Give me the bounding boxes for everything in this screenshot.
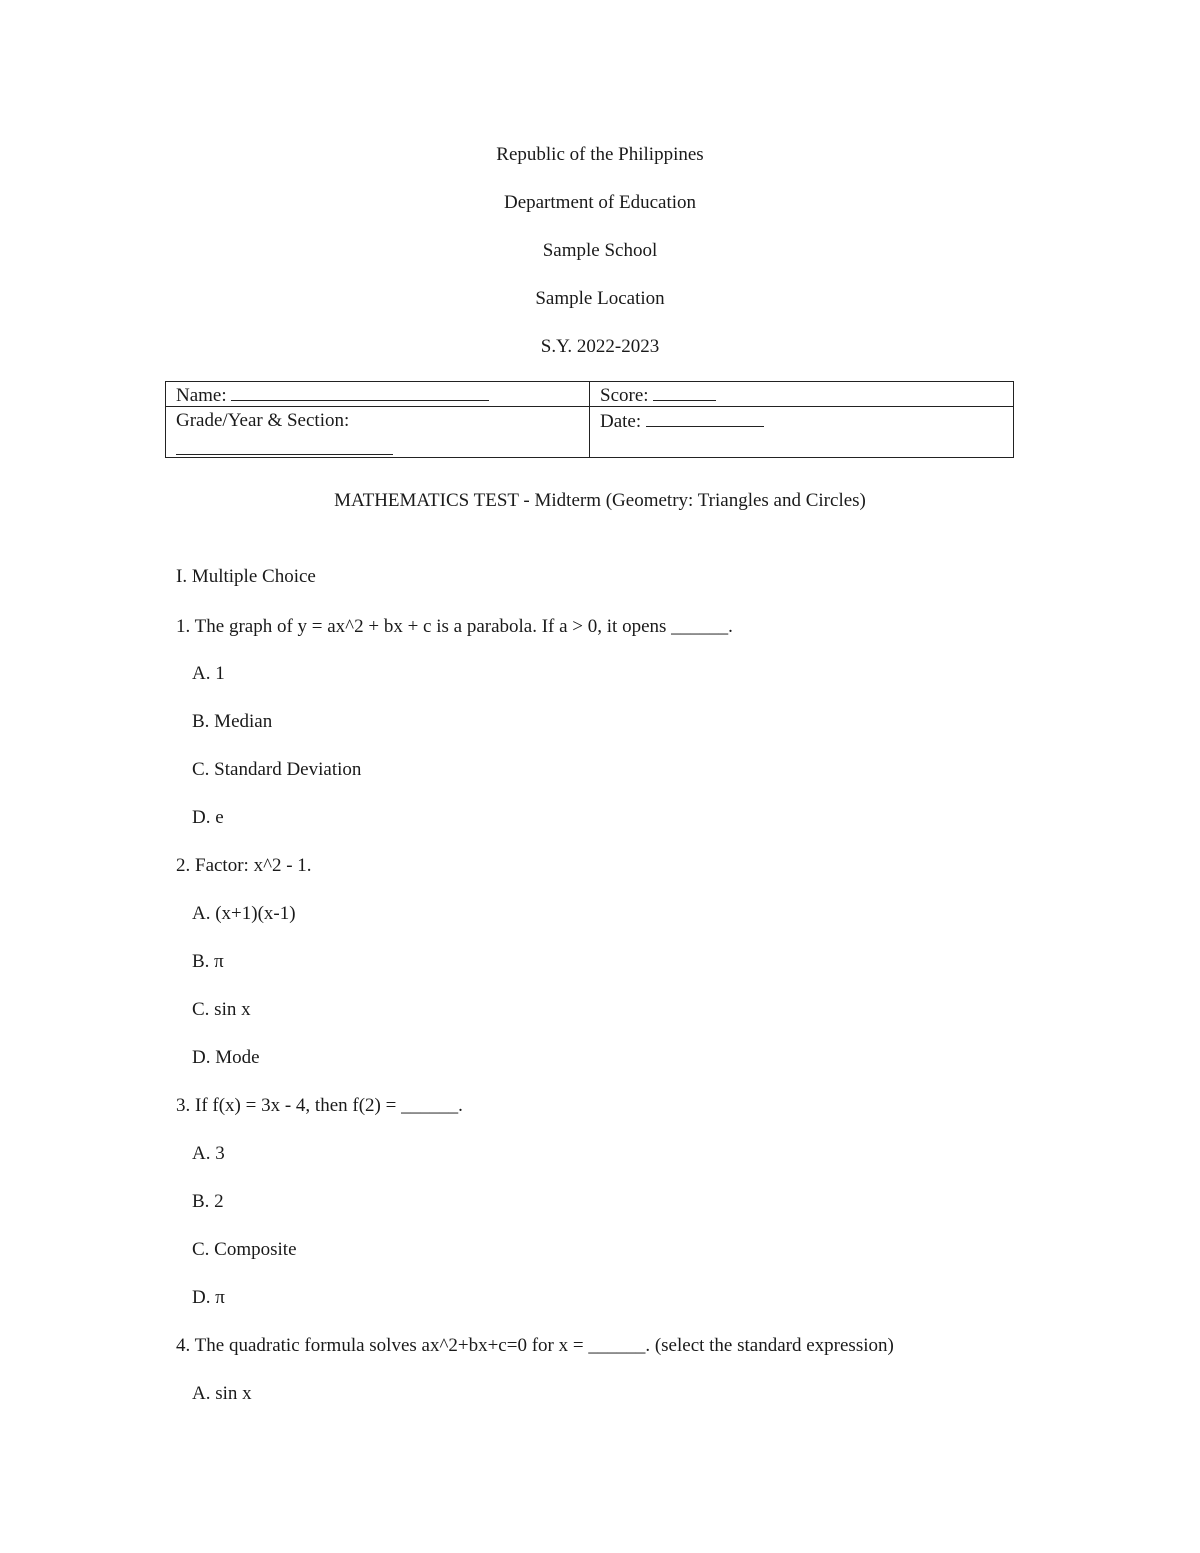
q2-choice-a[interactable]: A. (x+1)(x-1) (192, 903, 296, 924)
q1-choice-b[interactable]: B. Median (192, 711, 273, 732)
date-blank[interactable] (646, 409, 764, 427)
q1-choice-a[interactable]: A. 1 (192, 663, 225, 684)
table-divider-vertical (589, 382, 590, 457)
test-title: MATHEMATICS TEST - Midterm (Geometry: Triangles and Circles) (334, 490, 866, 511)
question-2: 2. Factor: x^2 - 1. (176, 855, 312, 876)
section-title: I. Multiple Choice (176, 566, 316, 587)
grade-label: Grade/Year & Section: (176, 410, 350, 431)
school-year: S.Y. 2022-2023 (540, 336, 660, 357)
score-cell (600, 383, 716, 408)
date-label: Date: (600, 411, 642, 432)
question-3: 3. If f(x) = 3x - 4, then f(2) = ______. (176, 1095, 463, 1116)
republic-header: Republic of the Philippines (496, 144, 704, 165)
q2-choice-c[interactable]: C. sin x (192, 999, 251, 1020)
q2-choice-b[interactable]: B. π (192, 951, 224, 972)
score-label: Score: (600, 385, 649, 406)
score-blank[interactable] (653, 383, 716, 401)
school-location: Sample Location (535, 288, 665, 309)
question-1: 1. The graph of y = ax^2 + bx + c is a parabola. If a > 0, it opens ______. (176, 616, 733, 637)
name-blank[interactable] (231, 383, 489, 401)
school-name: Sample School (542, 240, 658, 261)
q3-choice-b[interactable]: B. 2 (192, 1191, 224, 1212)
q2-choice-d[interactable]: D. Mode (192, 1047, 260, 1068)
name-cell (176, 383, 489, 408)
grade-blank[interactable] (176, 428, 393, 455)
q3-choice-c[interactable]: C. Composite (192, 1239, 297, 1260)
q1-choice-d[interactable]: D. e (192, 807, 224, 828)
question-4: 4. The quadratic formula solves ax^2+bx+c=0 for x = ______. (select the standard expression) (176, 1335, 894, 1356)
date-cell (600, 409, 764, 434)
q3-choice-a[interactable]: A. 3 (192, 1143, 225, 1164)
q3-choice-d[interactable]: D. π (192, 1287, 225, 1308)
name-label: Name: (176, 385, 227, 406)
q4-choice-a[interactable]: A. sin x (192, 1383, 252, 1404)
q1-choice-c[interactable]: C. Standard Deviation (192, 759, 362, 780)
department-header: Department of Education (503, 192, 697, 213)
student-info-table (165, 381, 1014, 458)
